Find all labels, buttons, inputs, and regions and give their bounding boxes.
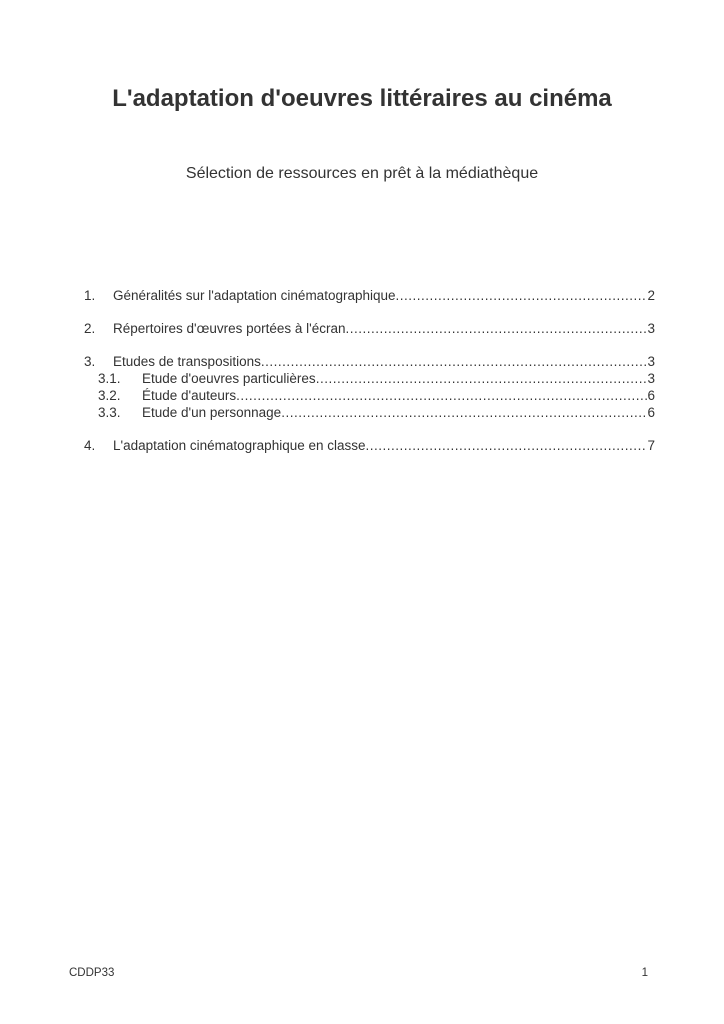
toc-entry-3[interactable] bbox=[84, 353, 655, 370]
toc-entry-number: 3.3. bbox=[98, 405, 121, 420]
toc-entry-4[interactable] bbox=[84, 437, 655, 454]
toc-entry-number: 2. bbox=[84, 321, 96, 336]
toc-dot-leader bbox=[366, 437, 648, 454]
toc-entry-page: 2 bbox=[647, 288, 655, 303]
footer-page-number: 1 bbox=[641, 967, 648, 979]
toc-dot-leader bbox=[316, 370, 648, 387]
toc-entry-label: Généralités sur l'adaptation cinématographique bbox=[113, 288, 396, 303]
toc-entry-page: 7 bbox=[647, 438, 655, 453]
toc-entry-1[interactable] bbox=[84, 287, 655, 304]
toc-entry-label: Etudes de transpositions bbox=[113, 354, 261, 369]
toc-entry-3-1[interactable] bbox=[84, 370, 655, 387]
toc-entry-page: 3 bbox=[647, 321, 655, 336]
toc-entry-label: L'adaptation cinématographique en classe bbox=[113, 438, 366, 453]
toc-entry-number: 3. bbox=[84, 354, 96, 369]
toc-dot-leader bbox=[396, 287, 648, 304]
toc-entry-number: 4. bbox=[84, 438, 96, 453]
toc-dot-leader bbox=[346, 320, 648, 337]
document-title: L'adaptation d'oeuvres littéraires au cinéma bbox=[112, 85, 612, 112]
toc-entry-page: 6 bbox=[647, 405, 655, 420]
toc-entry-label: Etude d'un personnage bbox=[142, 405, 282, 420]
toc-dot-leader bbox=[236, 387, 647, 404]
toc-entry-label: Etude d'oeuvres particulières bbox=[142, 371, 316, 386]
toc-entry-page: 3 bbox=[647, 371, 655, 386]
toc-entry-3-3[interactable] bbox=[84, 404, 655, 421]
toc-dot-leader bbox=[281, 404, 647, 421]
document-subtitle: Sélection de ressources en prêt à la médiathèque bbox=[185, 165, 539, 182]
toc-entry-page: 6 bbox=[647, 388, 655, 403]
toc-entry-number: 1. bbox=[84, 288, 96, 303]
toc-entry-number: 3.1. bbox=[98, 371, 121, 386]
footer-organization: CDDP33 bbox=[69, 967, 115, 979]
toc-entry-label: Étude d'auteurs bbox=[142, 388, 237, 403]
toc-entry-label: Répertoires d'œuvres portées à l'écran bbox=[113, 321, 346, 336]
toc-entry-3-2[interactable] bbox=[84, 387, 655, 404]
table-of-contents bbox=[84, 287, 655, 454]
toc-entry-number: 3.2. bbox=[98, 388, 121, 403]
toc-dot-leader bbox=[261, 353, 648, 370]
toc-entry-2[interactable] bbox=[84, 320, 655, 337]
toc-entry-page: 3 bbox=[647, 354, 655, 369]
